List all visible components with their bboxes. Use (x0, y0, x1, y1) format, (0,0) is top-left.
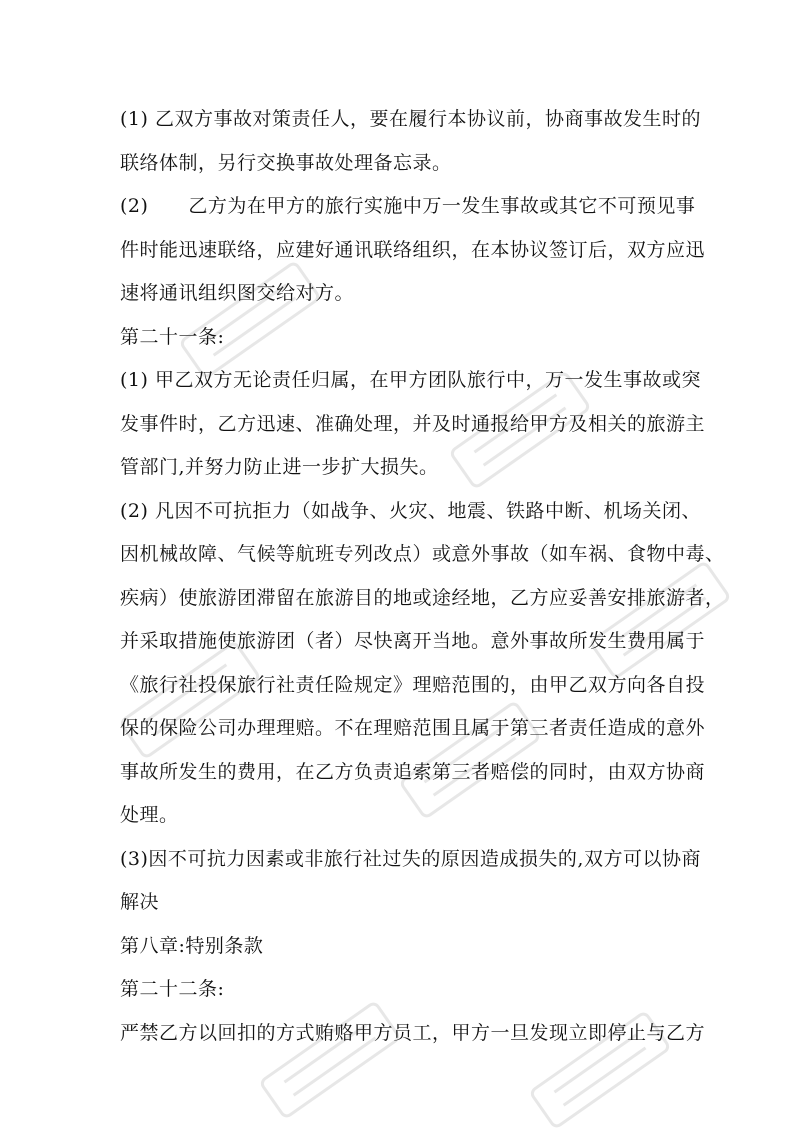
text-line: 《旅行社投保旅行社责任险规定》理赔范围的，由甲乙双方向各自投 (120, 674, 706, 696)
text-line: 解决 (120, 891, 160, 913)
section-heading: 第二十一条: (120, 326, 225, 348)
text-line: (1) 甲乙双方无论责任归属，在甲方团队旅行中，万一发生事故或突 (120, 369, 701, 391)
text-line: (1) 乙双方事故对策责任人，要在履行本协议前，协商事故发生时的 (120, 108, 701, 130)
text-line: 发事件时，乙方迅速、准确处理，并及时通报给甲方及相关的旅游主 (120, 413, 706, 435)
chapter-heading: 第八章:特别条款 (120, 935, 264, 957)
text-line: 保的保险公司办理理赔。不在理赔范围且属于第三者责任造成的意外 (120, 717, 706, 739)
text-line: 严禁乙方以回扣的方式贿赂甲方员工，甲方一旦发现立即停止与乙方 (120, 1022, 706, 1044)
list-item-2-line (120, 184, 696, 228)
text-line: 管部门,并努力防止进一步扩大损失。 (120, 456, 439, 478)
text-line: 速将通讯组织图交给对方。 (120, 282, 355, 304)
text-line: 联络体制，另行交换事故处理备忘录。 (120, 152, 452, 174)
text-line: (2) 凡因不可抗拒力（如战争、火灾、地震、铁路中断、机场关闭、 (120, 500, 701, 522)
text-line: 疾病）使旅游团滞留在旅游目的地或途经地，乙方应妥善安排旅游者， (120, 587, 725, 609)
section-heading: 第二十二条: (120, 978, 225, 1000)
text-line: 事故所发生的费用，在乙方负责追索第三者赔偿的同时，由双方协商 (120, 761, 706, 783)
text-fragment: 乙方为在甲方的旅行实施中万一发生事故或其它不可预见事 (188, 195, 696, 217)
text-line: 并采取措施使旅游团（者）尽快离开当地。意外事故所发生费用属于 (120, 630, 706, 652)
text-line: 处理。 (120, 804, 179, 826)
text-line: 件时能迅速联络，应建好通讯联络组织，在本协议签订后，双方应迅 (120, 239, 706, 261)
text-line: (3)因不可抗力因素或非旅行社过失的原因造成损失的,双方可以协商 (120, 848, 701, 870)
list-marker: (2) (120, 195, 149, 217)
text-line: 因机械故障、气候等航班专列改点）或意外事故（如车祸、食物中毒、 (120, 543, 725, 565)
